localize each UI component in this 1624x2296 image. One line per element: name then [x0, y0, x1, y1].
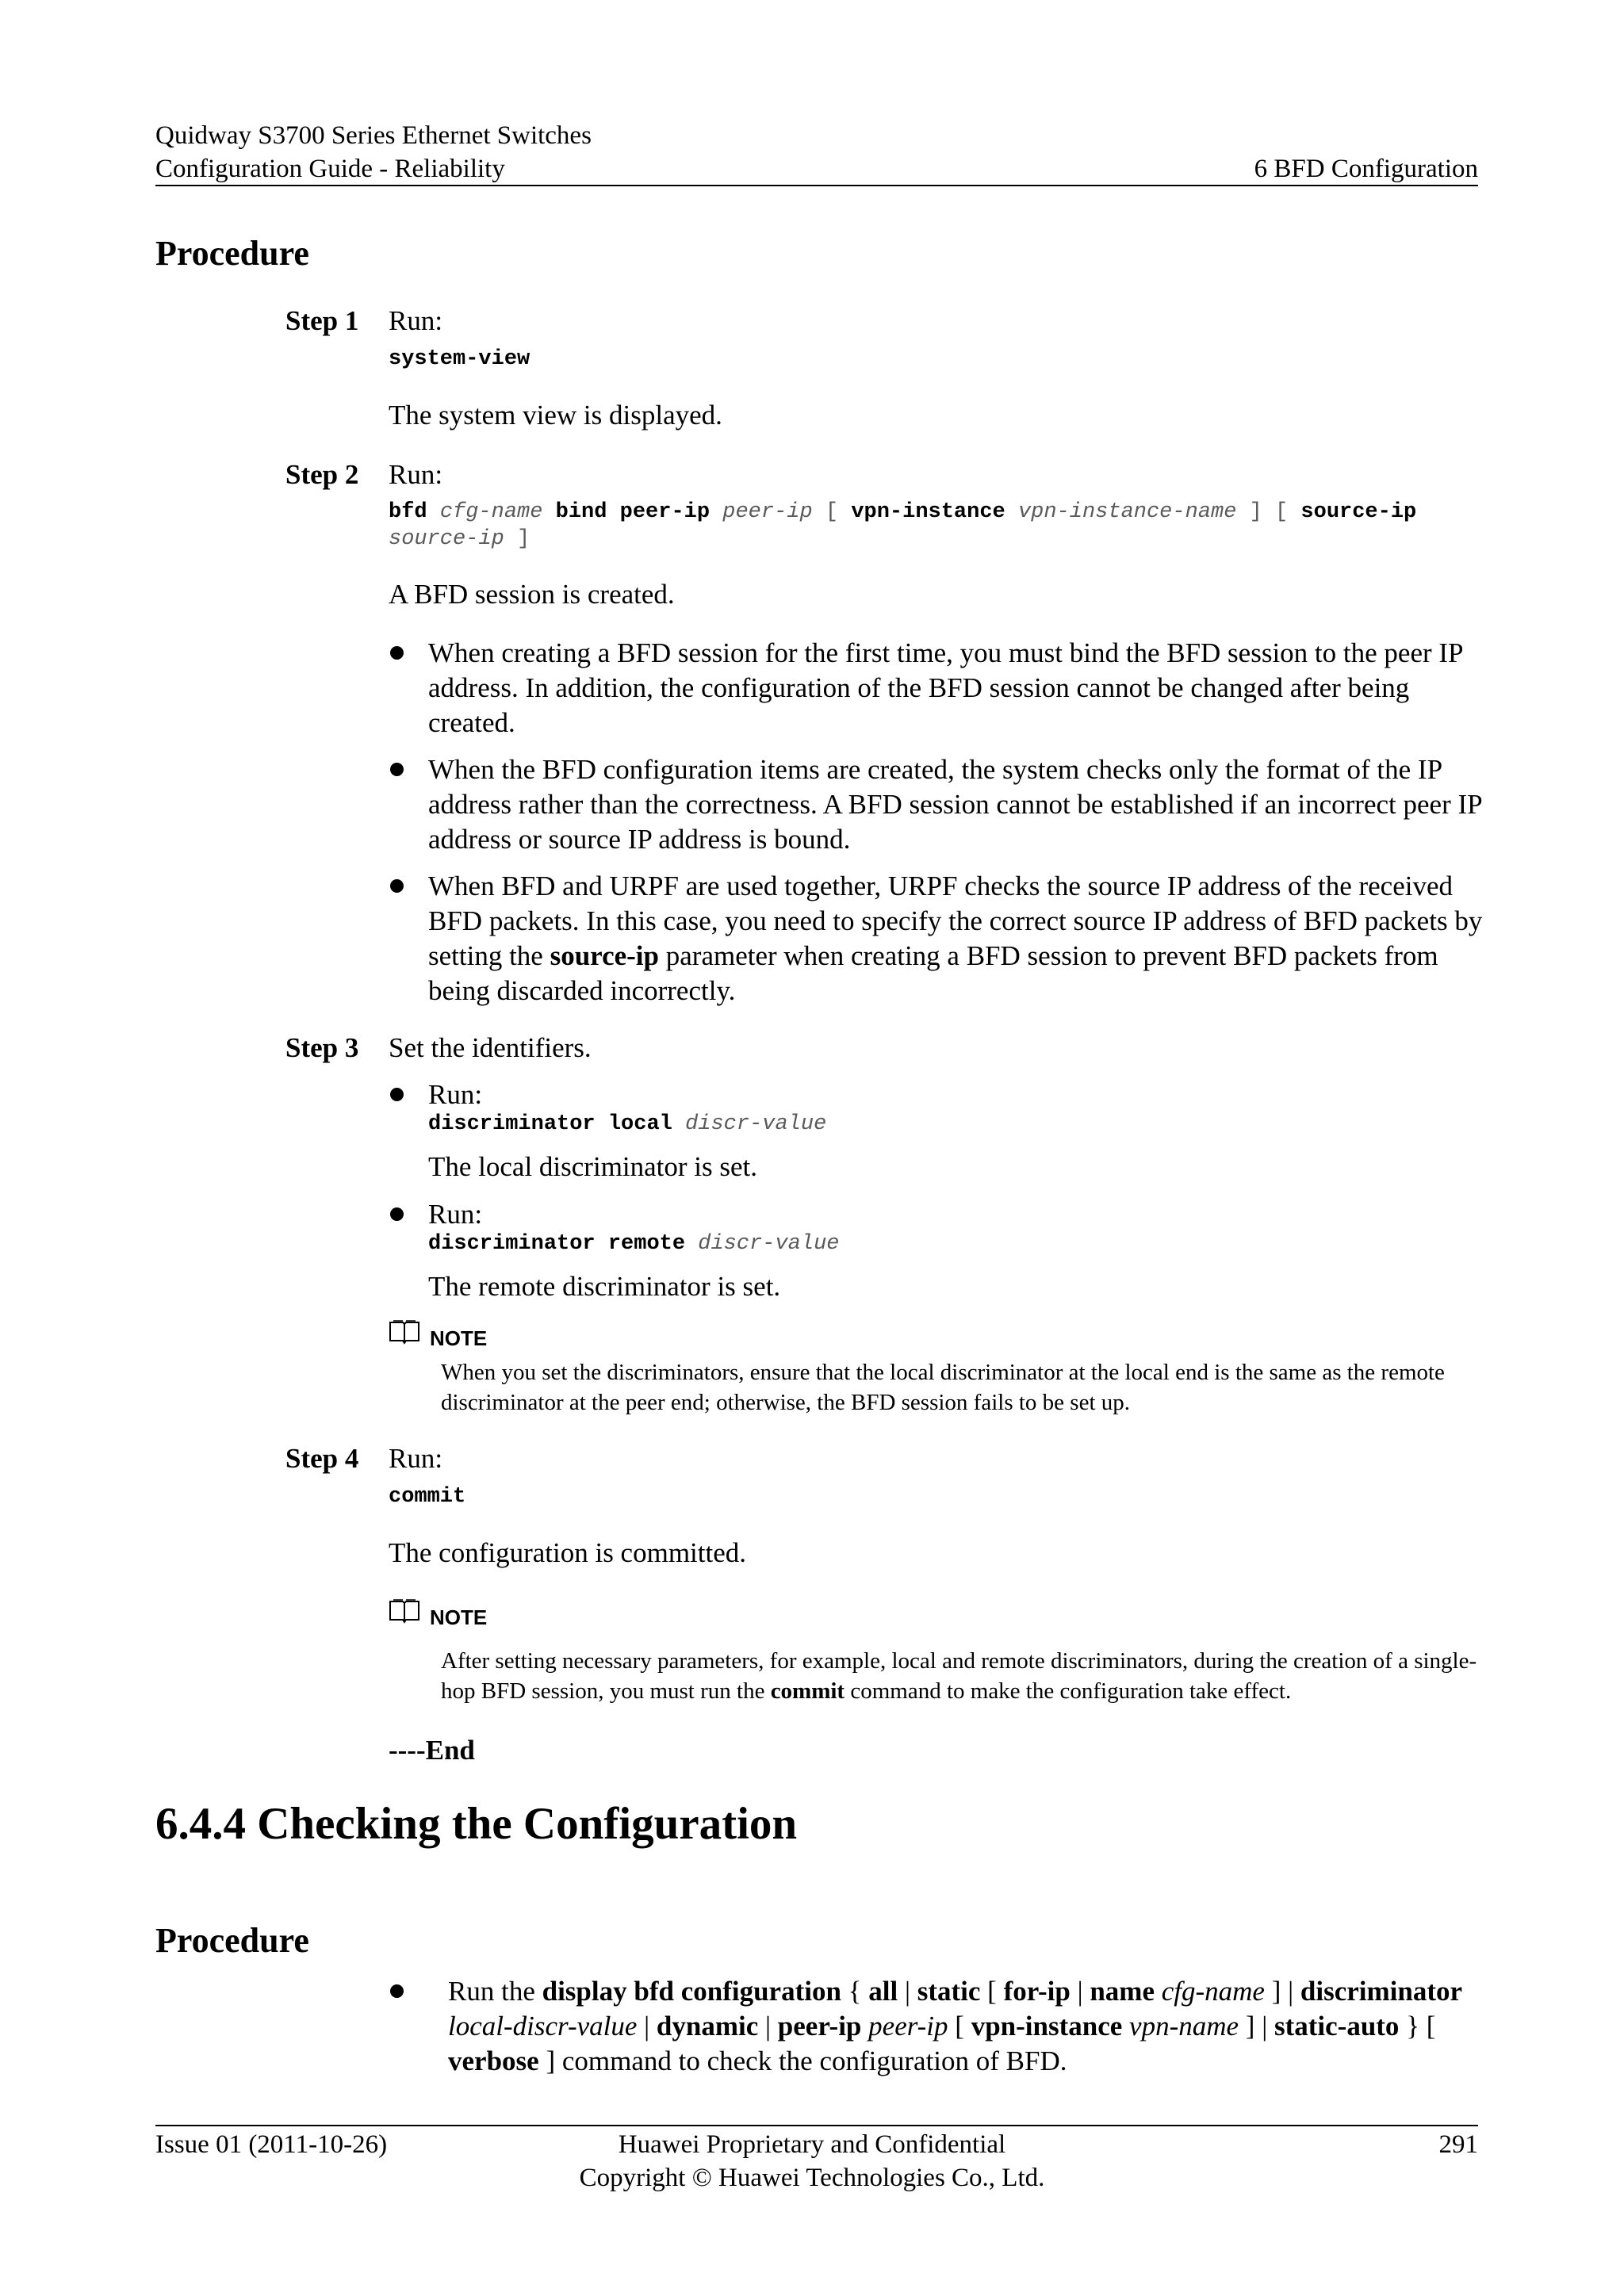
procedure-heading: Procedure [155, 234, 309, 273]
step4-label: Step 4 [285, 1443, 359, 1474]
cmd-keyword: bfd [389, 500, 427, 524]
text: ] | [1264, 1976, 1300, 2007]
step4-note-text [441, 1646, 1480, 1706]
step3-sub1-run: Run: [428, 1079, 483, 1110]
step1-run: Run: [389, 305, 443, 336]
cmd-keyword: discriminator remote [428, 1232, 686, 1256]
step2-run: Run: [389, 459, 443, 490]
text: | [898, 1976, 917, 2007]
text [1122, 2011, 1129, 2042]
text: Run the [448, 1976, 542, 2007]
bullet-dot [390, 763, 404, 776]
italic-text: peer-ip [868, 2011, 948, 2042]
bold-text: display bfd configuration [542, 1976, 841, 2007]
text: | [1070, 1976, 1090, 2007]
cmd-argument: vpn-instance-name [1017, 500, 1237, 524]
bullet-dot [390, 646, 404, 660]
bold-text: verbose [448, 2045, 539, 2076]
section-bullet [448, 1974, 1483, 2079]
step2-bullet3 [428, 869, 1483, 1008]
step2-bullet2: When the BFD configuration items are created, the system checks only the format of the IP address rather than the correctness. A BFD session cannot be established if an incorrect peer IP address or source IP address is bound. [428, 754, 1482, 855]
step3-sub2-command [428, 1231, 840, 1257]
header-guide: Configuration Guide - Reliability [155, 155, 505, 183]
footer-page-number: 291 [1438, 2130, 1478, 2159]
step4-command [389, 1484, 465, 1510]
step2-command-line1 [389, 499, 1416, 525]
text: { [841, 1976, 869, 2007]
italic-text: local-discr-value [448, 2011, 638, 2042]
header-row [155, 152, 1478, 186]
header-product: Quidway S3700 Series Ethernet Switches [155, 121, 592, 150]
bullet-dot [390, 1207, 404, 1221]
book-icon [389, 1598, 420, 1624]
cmd-argument: source-ip [389, 527, 504, 551]
italic-text: cfg-name [1161, 1976, 1265, 2007]
bold-text: discriminator [1300, 1976, 1463, 2007]
bullet3-text-pre: When BFD and URPF are used together, URPF checks the source IP address of the received BFD packets. In this case, you need to specify the correct source IP address of BFD packets by setting the [428, 871, 1483, 971]
note-text-post: command to make the configuration take effect. [845, 1678, 1292, 1704]
cmd-bracket: [ [825, 500, 839, 524]
note-text-pre: After setting necessary parameters, for example, local and remote discriminators, during the creation of a single-hop BFD session, you must run the [441, 1648, 1477, 1704]
footer-copyright: Copyright © Huawei Technologies Co., Ltd. [579, 2164, 1045, 2192]
cmd-bracket: ] [517, 527, 530, 551]
step3-text: Set the identifiers. [389, 1032, 592, 1063]
cmd-argument: peer-ip [722, 500, 813, 524]
step3-sub1-command [428, 1112, 826, 1137]
note-text-bold: commit [770, 1678, 845, 1704]
text: | [637, 2011, 657, 2042]
footer-issue: Issue 01 (2011-10-26) [155, 2130, 388, 2159]
step1-label: Step 1 [285, 305, 359, 336]
step2-result: A BFD session is created. [389, 579, 675, 610]
cmd-keyword: bind peer-ip [555, 500, 710, 524]
text [1155, 1976, 1162, 2007]
header-divider [155, 185, 1478, 186]
cmd-keyword: vpn-instance [851, 500, 1005, 524]
footer-divider [155, 2125, 1478, 2126]
step2-command-line2 [389, 526, 530, 552]
section-heading: 6.4.4 Checking the Configuration [155, 1799, 798, 1849]
text: ] | [1239, 2011, 1274, 2042]
text: [ [948, 2011, 971, 2042]
italic-text: vpn-name [1129, 2011, 1239, 2042]
text: } [ [1399, 2011, 1436, 2042]
step4-run: Run: [389, 1443, 443, 1474]
book-icon [389, 1319, 420, 1345]
step3-sub2-result: The remote discriminator is set. [428, 1271, 781, 1302]
cmd-bracket: ] [1249, 500, 1262, 524]
cmd-bracket: [ [1275, 500, 1289, 524]
bold-text: static [917, 1976, 981, 2007]
bold-text: dynamic [656, 2011, 759, 2042]
bold-text: peer-ip [777, 2011, 862, 2042]
bullet-dot [390, 1088, 404, 1101]
bold-text: for-ip [1003, 1976, 1071, 2007]
note-label: NOTE [430, 1326, 488, 1350]
bullet3-text-bold: source-ip [550, 940, 659, 971]
bullet-dot [390, 879, 404, 893]
end-marker: ----End [389, 1735, 475, 1766]
bold-text: all [868, 1976, 898, 2007]
step1-command-keyword: system-view [389, 347, 530, 371]
step1-command [389, 346, 530, 372]
note-label: NOTE [430, 1605, 488, 1629]
step4-command-keyword: commit [389, 1485, 466, 1509]
text: ] command to check the configuration of BFD. [538, 2045, 1067, 2076]
step3-sub1-result: The local discriminator is set. [428, 1151, 758, 1182]
cmd-argument: discr-value [698, 1232, 840, 1256]
step2-bullet1: When creating a BFD session for the first time, you must bind the BFD session to the peer IP address. In addition, the configuration of the BFD session cannot be changed after being created. [428, 637, 1463, 738]
cmd-argument: cfg-name [439, 500, 543, 524]
text: | [758, 2011, 778, 2042]
step3-sub2-run: Run: [428, 1199, 483, 1230]
cmd-argument: discr-value [685, 1112, 827, 1136]
text [861, 2011, 868, 2042]
step4-result: The configuration is committed. [389, 1537, 747, 1568]
text: [ [980, 1976, 1004, 2007]
bold-text: vpn-instance [971, 2011, 1123, 2042]
step3-note-text: When you set the discriminators, ensure that the local discriminator at the local end is the same as the remote discriminator at the peer end; otherwise, the BFD session fails to be set up. [441, 1360, 1445, 1415]
step2-label: Step 2 [285, 459, 359, 490]
bold-text: name [1090, 1976, 1155, 2007]
bullet-dot [390, 1984, 404, 1998]
bold-text: static-auto [1274, 2011, 1400, 2042]
header-chapter: 6 BFD Configuration [1254, 155, 1478, 183]
procedure-heading-2: Procedure [155, 1921, 309, 1960]
step1-result: The system view is displayed. [389, 400, 722, 430]
cmd-keyword: discriminator local [428, 1112, 672, 1136]
step3-label: Step 3 [285, 1032, 359, 1063]
bullet3-text-post: parameter when creating a BFD session to prevent BFD packets from being discarded incorrectly. [428, 940, 1438, 1006]
footer-confidential: Huawei Proprietary and Confidential [618, 2130, 1006, 2159]
cmd-keyword: source-ip [1300, 500, 1417, 524]
